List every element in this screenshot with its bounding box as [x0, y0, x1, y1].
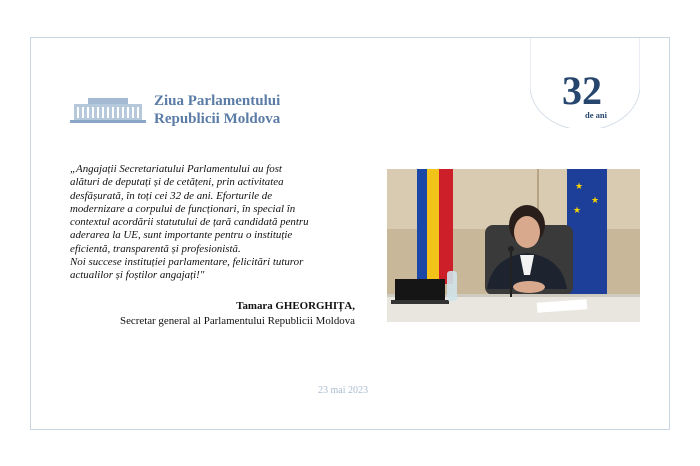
moldova-flag — [417, 169, 453, 284]
badge-number: 32 — [562, 68, 602, 113]
signature-role: Secretar general al Parlamentului Republicii Moldova — [120, 315, 355, 327]
date-label: 23 mai 2023 — [318, 385, 368, 396]
quote-line: eficientă, transparentă și profesionistă. — [70, 242, 241, 255]
quote-line: „Angajații Secretariatului Parlamentului au fost — [70, 163, 282, 175]
quote-line: modernizare a corpului de funcționari, în special în — [70, 202, 296, 215]
speaker-photo — [387, 169, 640, 322]
quote-line: desfășurată, în toți cei 32 de ani. Eforturile de — [70, 189, 273, 202]
anniversary-badge — [530, 38, 640, 128]
svg-text:★: ★ — [573, 206, 582, 216]
quote-line: aderarea la UE, sunt importante pentru o instituție — [70, 229, 293, 242]
page-title — [154, 92, 280, 128]
parliament-building-icon — [70, 96, 146, 124]
quote-line: Noi succese instituției parlamentare, felicitări tuturor — [70, 256, 304, 269]
quote-text — [70, 163, 355, 283]
quote-line: alături de deputați și de cetățeni, prin activitatea — [70, 176, 284, 189]
svg-text:★: ★ — [575, 182, 584, 192]
title-line-1: Ziua Parlamentului — [154, 93, 281, 109]
quote-line: actualilor și foștilor angajați!" — [70, 269, 205, 282]
signature-name: Tamara GHEORGHIȚA, — [236, 300, 355, 312]
quote-line: contextul acordării statutului de țară candidată pentru — [70, 216, 309, 229]
badge-caption: de ani — [585, 110, 607, 120]
svg-text:★: ★ — [591, 196, 600, 206]
title-line-2: Republicii Moldova — [154, 111, 281, 127]
